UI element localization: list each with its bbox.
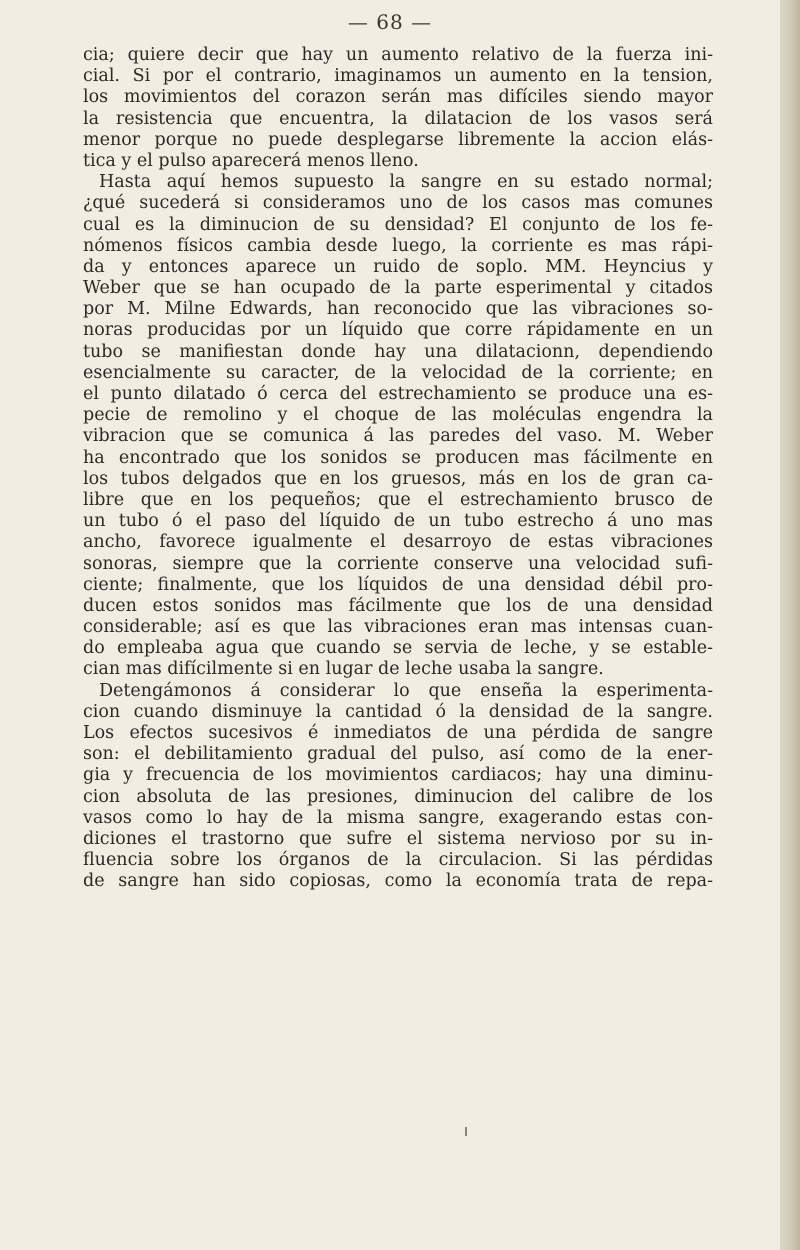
text-line: vasos como lo hay de la misma sangre, exagerando estas con-	[83, 807, 713, 828]
text-line: ancho, favorece igualmente el desarroyo de estas vibraciones	[83, 532, 713, 553]
text-line: son: el debilitamiento gradual del pulso, así como de la ener-	[83, 744, 713, 765]
text-line: los tubos delgados que en los gruesos, más en los de gran ca-	[83, 468, 713, 489]
page-number: — 68 —	[347, 10, 433, 34]
text-line: tubo se manifiestan donde hay una dilatacionn, dependiendo	[83, 341, 713, 362]
text-line: por M. Milne Edwards, han reconocido que las vibraciones so-	[83, 299, 713, 320]
text-line: cion cuando disminuye la cantidad ó la densidad de la sangre.	[83, 701, 713, 722]
text-line: noras producidas por un líquido que corre rápidamente en un	[83, 320, 713, 341]
text-line: esencialmente su caracter, de la velocidad de la corriente; en	[83, 362, 713, 383]
text-line: la resistencia que encuentra, la dilatacion de los vasos será	[83, 108, 713, 129]
text-line: Detengámonos á considerar lo que enseña la esperimenta-	[99, 680, 713, 701]
body-text	[83, 45, 713, 893]
text-line: el punto dilatado ó cerca del estrechamiento se produce una es-	[83, 384, 713, 404]
text-line: de sangre han sido copiosas, como la economía trata de repa-	[83, 871, 713, 892]
text-line: ducen estos sonidos mas fácilmente que los de una densidad	[83, 595, 713, 616]
text-line: Hasta aquí hemos supuesto la sangre en su estado normal;	[99, 172, 713, 193]
text-line: fluencia sobre los órganos de la circulacion. Si las pérdidas	[83, 850, 713, 871]
text-line: los movimientos del corazon serán mas difíciles siendo mayor	[83, 87, 713, 108]
text-line: ciente; finalmente, que los líquidos de una densidad débil pro-	[83, 574, 713, 595]
text-line: diciones el trastorno que sufre el sistema nervioso por su in-	[83, 828, 713, 849]
text-line: ha encontrado que los sonidos se producen mas fácilmente en	[83, 447, 713, 468]
text-line: cual es la diminucion de su densidad? El conjunto de los fe-	[83, 214, 713, 235]
text-line: menor porque no puede desplegarse libremente la accion elás-	[83, 129, 713, 150]
text-line: vibracion que se comunica á las paredes del vaso. M. Weber	[83, 426, 713, 447]
text-line: cian mas difícilmente si en lugar de leche usaba la sangre.	[83, 659, 604, 680]
page-edge	[780, 0, 800, 1250]
text-line: cial. Si por el contrario, imaginamos un aumento en la tension,	[83, 66, 713, 87]
text-line: gia y frecuencia de los movimientos cardiacos; hay una diminu-	[83, 765, 713, 786]
text-line: un tubo ó el paso del líquido de un tubo estrecho á uno mas	[83, 511, 713, 532]
text-line: cion absoluta de las presiones, diminucion del calibre de los	[83, 786, 713, 807]
text-line: ¿qué sucederá si consideramos uno de los casos mas comunes	[83, 193, 713, 214]
print-mark	[465, 1127, 467, 1136]
text-line: pecie de remolino y el choque de las moléculas engendra la	[83, 405, 713, 426]
text-line: libre que en los pequeños; que el estrechamiento brusco de	[83, 489, 713, 510]
text-line: da y entonces aparece un ruido de soplo. MM. Heyncius y	[83, 256, 713, 277]
text-line: cia; quiere decir que hay un aumento relativo de la fuerza ini-	[83, 45, 713, 65]
text-line: tica y el pulso aparecerá menos lleno.	[83, 150, 419, 171]
text-line: Los efectos sucesivos é inmediatos de una pérdida de sangre	[83, 723, 713, 743]
text-line: nómenos físicos cambia desde luego, la corriente es mas rápi-	[83, 235, 713, 256]
text-line: do empleaba agua que cuando se servia de leche, y se estable-	[83, 638, 713, 659]
text-line: considerable; así es que las vibraciones eran mas intensas cuan-	[83, 617, 713, 638]
text-line: Weber que se han ocupado de la parte esperimental y citados	[83, 278, 713, 299]
text-line: sonoras, siempre que la corriente conserve una velocidad sufi-	[83, 553, 713, 574]
